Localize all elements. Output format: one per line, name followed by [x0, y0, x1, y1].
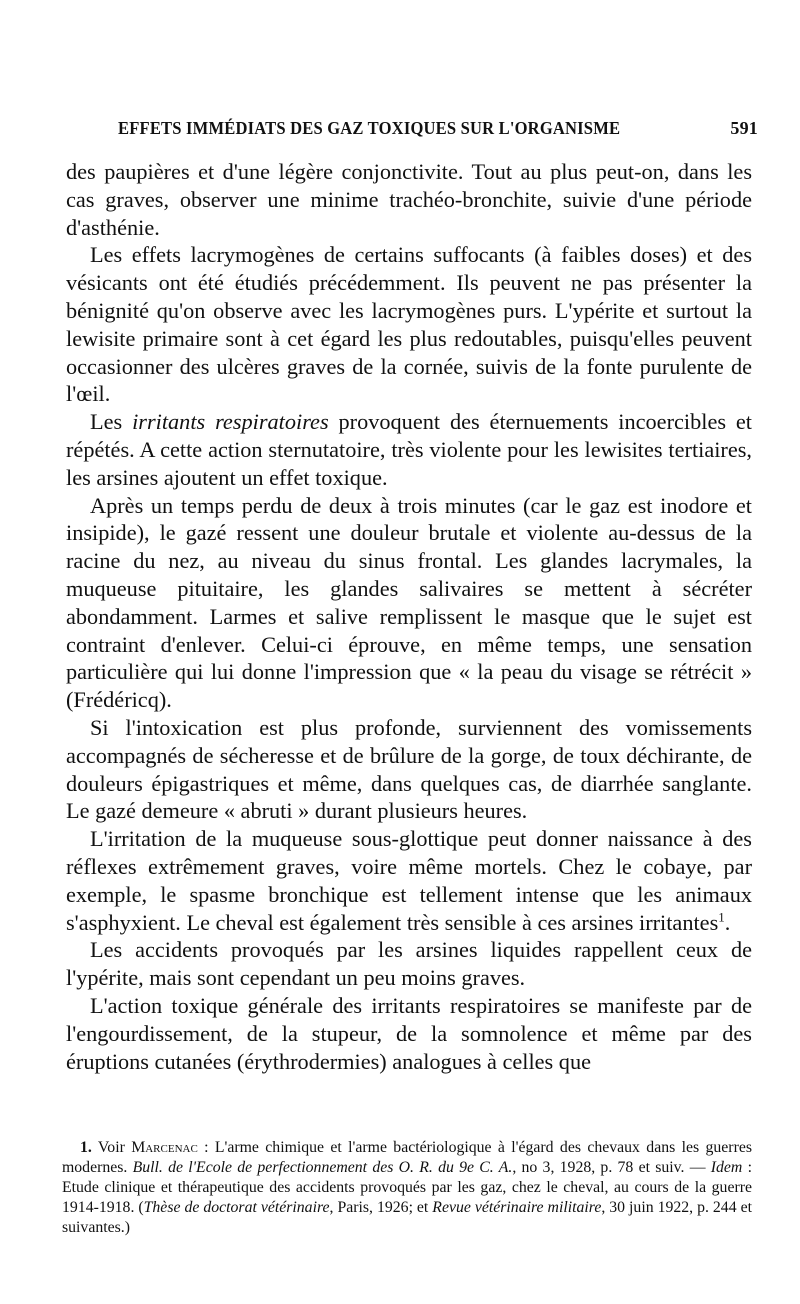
footnote-text-3: : Etude clinique et thérapeutique des accidents provoqués par les gaz, chez le cheval, au cours de la guerre 1914-1918. (: [62, 1159, 752, 1216]
paragraph-intoxication: Si l'intoxication est plus profonde, surviennent des vomissements accompagnés de sécheresse et de brûlure de la gorge, de toux déchirante, de douleurs épigastriques et même, dans quelques cas, de diarrhée sanglante. Le gazé demeure « abruti » durant plusieurs heures.: [66, 714, 752, 824]
footnote-author-prefix: Voir: [97, 1139, 132, 1156]
irritants-respiratoires-italic: irritants respiratoires: [132, 409, 329, 435]
paragraph-irritants: [66, 408, 752, 491]
paragraph-symptoms: Après un temps perdu de deux à trois minutes (car le gaz est inodore et insipide), le gazé ressent une douleur brutale et violente au-dessus de la racine du nez, au niveau du sinus frontal. Les glandes lacrymales, la muqueuse pituitaire, les glandes salivaires se mettent à sécréter abondamment. Larmes et salive remplissent le masque que le sujet est contraint d'enlever. Celui-ci éprouve, en même temps, une sensation particulière qui lui donne l'impression que « la peau du visage se rétrécit » (Frédéricq).: [66, 492, 752, 713]
footnote-1: [62, 1138, 752, 1238]
footnote-journal-1: Bull. de l'Ecole de perfectionnement des O. R. du 9e C. A.: [132, 1159, 513, 1176]
main-text: [66, 158, 752, 1075]
footnote-text-2: , no 3, 1928, p. 78 et suiv. —: [512, 1159, 711, 1176]
paragraph-glottis-text: L'irritation de la muqueuse sous-glottique peut donner naissance à des réflexes extrêmement graves, voire même mortels. Chez le cobaye, par exemple, le spasme bronchique est tellement intense que les animaux s'asphyxient. Le cheval est également très sensible à ces arsines irritantes: [66, 826, 752, 935]
footnote-journal-2: Revue vétérinaire militaire: [432, 1199, 602, 1216]
paragraph-continuation: des paupières et d'une légère conjonctivite. Tout au plus peut-on, dans les cas graves, observer une minime trachéo-bronchite, suivie d'une période d'asthénie.: [66, 159, 752, 240]
paragraph-irritants-lead: Les: [90, 409, 133, 435]
footnote-number: 1.: [80, 1139, 92, 1156]
paragraph-lacrymogenes: Les effets lacrymogènes de certains suffocants (à faibles doses) et des vésicants ont été étudiés précédemment. Ils peuvent ne pas présenter la bénignité qu'on observe avec les lacrymogènes purs. L'ypérite et surtout la lewisite primaire sont à cet égard les plus redoutables, puisqu'elles peuvent occasionner des ulcères graves de la cornée, suivis de la fonte purulente de l'œil.: [66, 242, 752, 407]
page-number: 591: [730, 118, 758, 138]
footnote-text-4: , Paris, 1926; et: [329, 1199, 433, 1216]
running-title: EFFETS IMMÉDIATS DES GAZ TOXIQUES SUR L'ORGANISME: [118, 118, 621, 138]
paragraph-glottis: [66, 825, 752, 936]
paragraph-irritants-rest: provoquent des éternuements incoercibles et répétés. A cette action sternutatoire, très violente pour les lewisites tertiaires, les arsines ajoutent un effet toxique.: [66, 409, 752, 490]
paragraph-glottis-end: .: [724, 909, 731, 935]
running-header: [118, 118, 758, 146]
paragraph-arsines: Les accidents provoqués par les arsines liquides rappellent ceux de l'ypérite, mais sont cependant un peu moins graves.: [66, 937, 752, 991]
footnote-author: Marcenac: [131, 1139, 198, 1156]
footnote-text-5: , 30 juin 1922, p. 244 et suivantes.): [62, 1199, 752, 1236]
footnote-area: [62, 1138, 752, 1238]
footnote-thesis: Thèse de doctorat vétérinaire: [143, 1199, 330, 1216]
footnote-reference[interactable]: 1: [718, 909, 725, 925]
footnote-text-1: : L'arme chimique et l'arme bactériologique à l'égard des chevaux dans les guerres modernes.: [62, 1139, 752, 1176]
footnote-idem: Idem: [710, 1159, 743, 1176]
paragraph-general-action: L'action toxique générale des irritants respiratoires se manifeste par de l'engourdissement, de la stupeur, de la somnolence et même par des éruptions cutanées (érythrodermies) analogues à celles que: [66, 992, 752, 1074]
